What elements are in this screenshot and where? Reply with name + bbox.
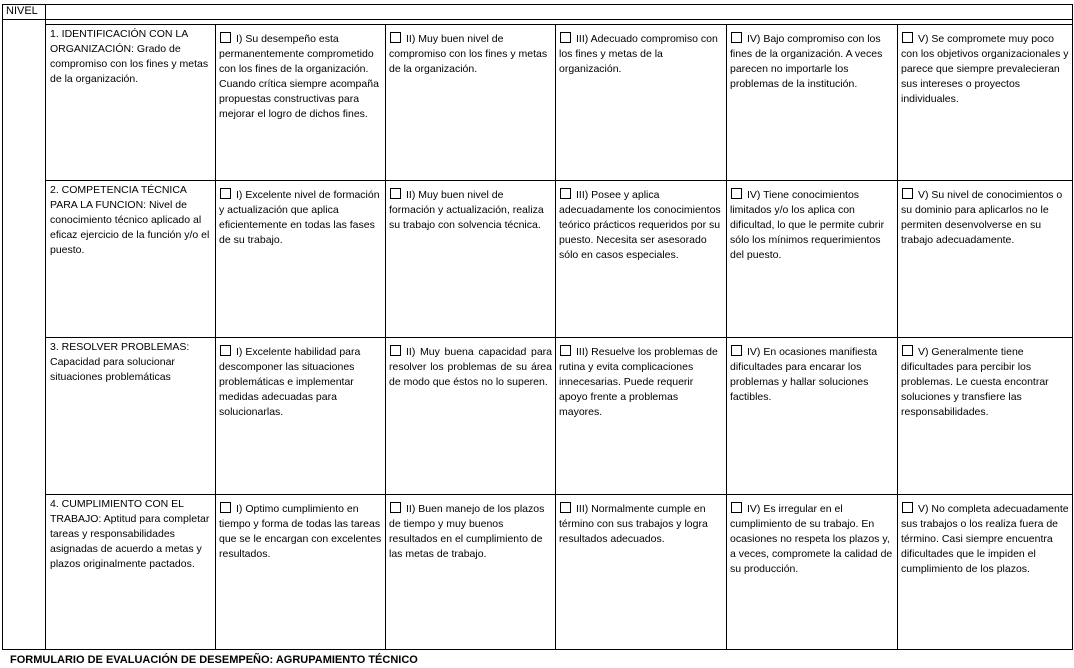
option-text: II) Muy buena capacidad para resolver los problemas de su área de modo que éstos no lo superen. xyxy=(389,346,552,388)
checkbox[interactable] xyxy=(560,32,571,43)
option-cell[interactable] xyxy=(898,181,1073,338)
nivel-label: NIVEL xyxy=(3,5,46,20)
checkbox[interactable] xyxy=(390,188,401,199)
checkbox[interactable] xyxy=(220,188,231,199)
checkbox[interactable] xyxy=(390,32,401,43)
criterion-row xyxy=(3,338,1073,495)
option-cell[interactable] xyxy=(386,338,556,495)
option-cell[interactable] xyxy=(727,338,898,495)
criterion-row xyxy=(3,25,1073,181)
checkbox[interactable] xyxy=(560,345,571,356)
option-cell[interactable] xyxy=(216,338,386,495)
criterion-row xyxy=(3,495,1073,650)
option-text: III) Adecuado compromiso con los fines y metas de la organización. xyxy=(559,33,718,75)
option-cell[interactable] xyxy=(216,495,386,650)
option-text: I) Excelente habilidad para descomponer las situaciones problemáticas e implementar medidas adecuadas para solucionarlas. xyxy=(219,346,361,418)
checkbox[interactable] xyxy=(220,32,231,43)
option-text: III) Resuelve los problemas de rutina y evita complicaciones innecesarias. Puede requerir apoyo frente a problemas mayores. xyxy=(559,346,718,418)
option-text: I) Su desempeño esta permanentemente comprometido con los fines de la organización. Cuando crítica siempre acompaña propuestas constructivas para mejorar el logro de dichos fines. xyxy=(219,33,379,120)
option-cell[interactable] xyxy=(898,338,1073,495)
header-row xyxy=(3,5,1073,20)
option-cell[interactable] xyxy=(898,495,1073,650)
criterion-label: 1. IDENTIFICACIÓN CON LA ORGANIZACIÓN: Grado de compromiso con los fines y metas de la organización. xyxy=(46,25,216,181)
option-text: II) Muy buen nivel de formación y actualización, realiza su trabajo con solvencia técnica. xyxy=(389,189,544,231)
option-text: IV) Bajo compromiso con los fines de la organización. A veces parecen no importarle los problemas de la institución. xyxy=(730,33,883,90)
form-title: FORMULARIO DE EVALUACIÓN DE DESEMPEÑO: AGRUPAMIENTO TÉCNICO xyxy=(10,654,418,666)
option-text: IV) Tiene conocimientos limitados y/o los aplica con dificultad, lo que le permite cubrir sólo los mínimos requerimientos del puesto. xyxy=(730,189,885,261)
option-text: V) Se compromete muy poco con los objetivos organizacionales y parece que siempre prevalecieran sus intereses o proyectos individuales. xyxy=(901,33,1069,105)
checkbox[interactable] xyxy=(902,345,913,356)
criterion-label: 3. RESOLVER PROBLEMAS: Capacidad para solucionar situaciones problemáticas xyxy=(46,338,216,495)
option-cell[interactable] xyxy=(556,25,727,181)
option-cell[interactable] xyxy=(727,181,898,338)
option-text: V) Su nivel de conocimientos o su dominio para aplicarlos no le permiten desenvolverse en su trabajo adecuadamente. xyxy=(901,189,1063,246)
option-cell[interactable] xyxy=(216,25,386,181)
checkbox[interactable] xyxy=(560,188,571,199)
checkbox[interactable] xyxy=(731,345,742,356)
checkbox[interactable] xyxy=(731,188,742,199)
checkbox[interactable] xyxy=(390,345,401,356)
header-blank xyxy=(46,5,1073,20)
nivel-column xyxy=(3,20,46,650)
checkbox[interactable] xyxy=(902,32,913,43)
option-cell[interactable] xyxy=(898,25,1073,181)
checkbox[interactable] xyxy=(220,345,231,356)
option-text: IV) En ocasiones manifiesta dificultades para encarar los problemas y hallar soluciones factibles. xyxy=(730,346,878,403)
option-text: V) No completa adecuadamente sus trabajos o los realiza fuera de término. Casi siempre encuentra dificultades que le impiden el cumplimiento de los plazos. xyxy=(901,503,1069,575)
option-cell[interactable] xyxy=(727,25,898,181)
criterion-label: 4. CUMPLIMIENTO CON EL TRABAJO: Aptitud para completar tareas y responsabilidades asignadas de acuerdo a metas y plazos originalmente pactados. xyxy=(46,495,216,650)
checkbox[interactable] xyxy=(390,502,401,513)
checkbox[interactable] xyxy=(731,502,742,513)
checkbox[interactable] xyxy=(220,502,231,513)
checkbox[interactable] xyxy=(902,502,913,513)
option-text: III) Normalmente cumple en término con sus trabajos y logra resultados adecuados. xyxy=(559,503,708,545)
option-cell[interactable] xyxy=(386,25,556,181)
option-text: II) Muy buen nivel de compromiso con los fines y metas de la organización. xyxy=(389,33,548,75)
criterion-row xyxy=(3,181,1073,338)
option-text: I) Excelente nivel de formación y actualización que aplica eficientemente en todas las fases de su trabajo. xyxy=(219,189,380,246)
option-cell[interactable] xyxy=(556,338,727,495)
option-text: I) Optimo cumplimiento en tiempo y forma de todas las tareas que se le encargan con excelentes resultados. xyxy=(219,503,382,560)
option-text: III) Posee y aplica adecuadamente los conocimientos teórico prácticos requeridos por su puesto. Necesita ser asesorado sólo en casos especiales. xyxy=(559,189,721,261)
option-cell[interactable] xyxy=(386,181,556,338)
option-text: V) Generalmente tiene dificultades para percibir los problemas. Le cuesta encontrar soluciones y transfiere las responsabilidades. xyxy=(901,346,1049,418)
option-cell[interactable] xyxy=(556,181,727,338)
checkbox[interactable] xyxy=(731,32,742,43)
checkbox[interactable] xyxy=(560,502,571,513)
option-cell[interactable] xyxy=(556,495,727,650)
option-text: II) Buen manejo de los plazos de tiempo y muy buenos resultados en el cumplimiento de las metas de trabajo. xyxy=(389,503,545,560)
checkbox[interactable] xyxy=(902,188,913,199)
option-cell[interactable] xyxy=(216,181,386,338)
evaluation-table xyxy=(2,4,1073,650)
option-text: IV) Es irregular en el cumplimiento de su trabajo. En ocasiones no respeta los plazos y, a veces, compromete la calidad de su producción. xyxy=(730,503,893,575)
option-cell[interactable] xyxy=(386,495,556,650)
option-cell[interactable] xyxy=(727,495,898,650)
criterion-label: 2. COMPETENCIA TÉCNICA PARA LA FUNCION: Nivel de conocimiento técnico aplicado al eficaz ejercicio de la función y/o el puesto. xyxy=(46,181,216,338)
